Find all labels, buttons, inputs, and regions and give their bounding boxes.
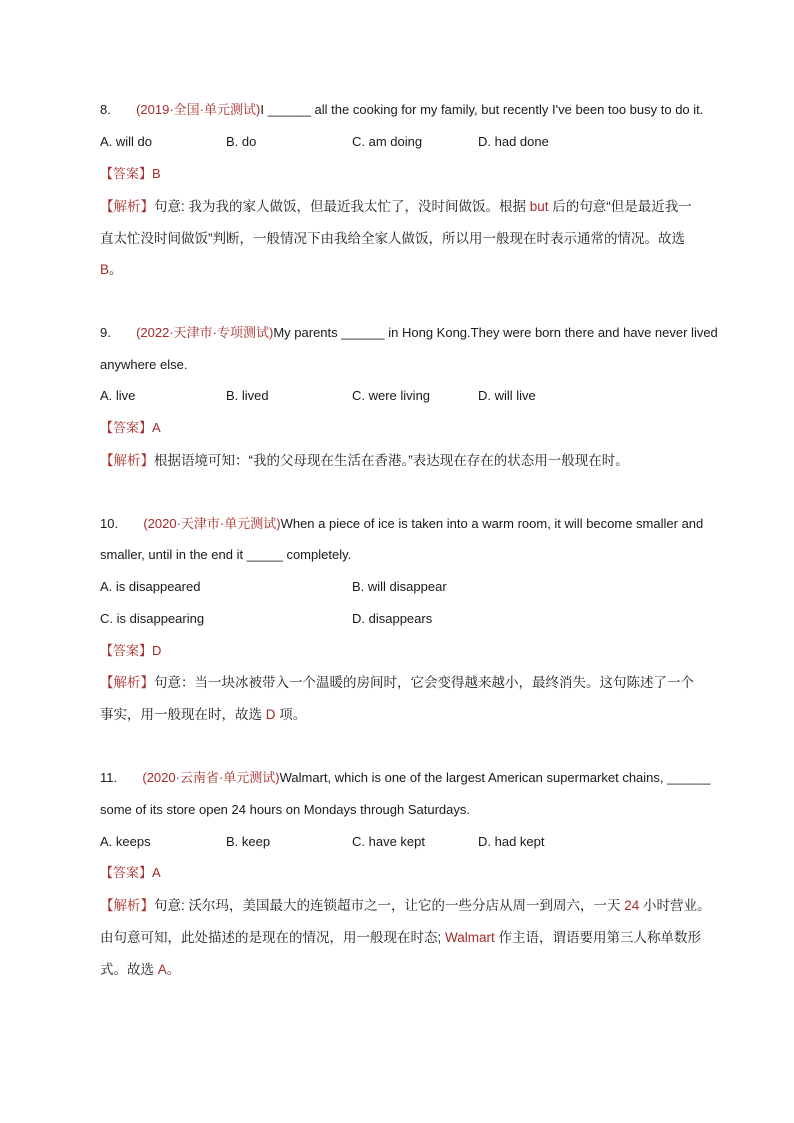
analysis-line <box>100 197 724 217</box>
analysis-text: 后的句意“但是最近我一 <box>548 199 692 214</box>
analysis-highlight: but <box>529 199 549 214</box>
analysis-text: 式。故选 <box>100 962 158 977</box>
analysis-text: 。 <box>166 962 181 977</box>
analysis-text: 。 <box>109 262 123 277</box>
answer-value: A <box>152 420 161 435</box>
answer-label: 【答案】 <box>100 166 153 181</box>
option-d: D. disappears <box>352 611 433 626</box>
question-9-stem <box>100 323 724 343</box>
question-10-stem <box>100 514 724 534</box>
option-c: C. were living <box>352 388 431 403</box>
answer-label: 【答案】 <box>100 643 153 658</box>
analysis-text: 由句意可知，此处描述的是现在的情况，用一般现在时态; <box>100 930 446 945</box>
option-d: D. had kept <box>478 834 545 849</box>
analysis-line <box>100 260 724 280</box>
option-b: B. keep <box>226 834 271 849</box>
analysis-line <box>100 673 724 693</box>
option-b: B. will disappear <box>352 579 447 594</box>
analysis-text: 根据语境可知：“我的父母现在生活在香港。”表达现在存在的状态用一般现在时。 <box>154 453 629 468</box>
analysis-label: 【解析】 <box>100 675 154 690</box>
question-source: (2020·云南省·单元测试) <box>142 770 280 785</box>
analysis-text: 句意: 我为我的家人做饭，但最近我太忙了，没时间做饭。根据 <box>154 199 530 214</box>
option-c: C. have kept <box>352 834 425 849</box>
analysis-text: 作主语，谓语要用第三人称单数形 <box>494 930 702 945</box>
question-source: (2019·全国·单元测试) <box>136 102 261 117</box>
analysis-label: 【解析】 <box>100 453 154 468</box>
question-number: 10. <box>100 516 119 531</box>
question-text: some of its store open 24 hours on Mondays through Saturdays. <box>100 802 470 817</box>
question-source: (2022·天津市·专项测试) <box>136 325 274 340</box>
analysis-highlight: A <box>157 962 167 977</box>
answer-label: 【答案】 <box>100 865 153 880</box>
analysis-label: 【解析】 <box>100 898 154 913</box>
analysis-line <box>100 960 724 980</box>
analysis-highlight: D <box>265 707 276 722</box>
question-text: I ______ all the cooking for my family, but recently I've been too busy to do it. <box>260 102 704 117</box>
analysis-text: 句意: 沃尔玛，美国最大的连锁超市之一，让它的一些分店从周一到周六，一天 <box>154 898 625 913</box>
analysis-highlight: B <box>100 262 110 277</box>
question-text: anywhere else. <box>100 357 188 372</box>
analysis-text: 句意：当一块冰被带入一个温暖的房间时，它会变得越来越小，最终消失。这句陈述了一个 <box>154 675 694 690</box>
option-a: A. keeps <box>100 834 151 849</box>
analysis-line <box>100 705 724 725</box>
analysis-text: 小时营业。 <box>639 898 711 913</box>
answer-label: 【答案】 <box>100 420 153 435</box>
analysis-text: 项。 <box>275 707 307 722</box>
analysis-line <box>100 451 724 471</box>
question-text: Walmart, which is one of the largest American supermarket chains, ______ <box>279 770 711 785</box>
option-b: B. lived <box>226 388 269 403</box>
option-d: D. will live <box>478 388 536 403</box>
analysis-line <box>100 928 724 948</box>
option-c: C. am doing <box>352 134 423 149</box>
question-text: My parents ______ in Hong Kong.They were born there and have never lived <box>273 325 718 340</box>
option-c: C. is disappearing <box>100 611 205 626</box>
answer-line <box>100 641 724 661</box>
question-text: When a piece of ice is taken into a warm room, it will become smaller and <box>280 516 704 531</box>
option-a: A. live <box>100 388 136 403</box>
question-number: 9. <box>100 325 111 340</box>
analysis-highlight: Walmart <box>445 930 495 945</box>
answer-line <box>100 164 724 184</box>
answer-line <box>100 418 724 438</box>
answer-value: D <box>152 643 162 658</box>
question-number: 11. <box>100 770 118 785</box>
analysis-highlight: 24 <box>624 898 640 913</box>
analysis-label: 【解析】 <box>100 199 154 214</box>
option-a: A. is disappeared <box>100 579 201 594</box>
analysis-line: 直太忙没时间做饭”判断，一般情况下由我给全家人做饭，所以用一般现在时表示通常的情况。故选 <box>100 231 685 246</box>
analysis-line <box>100 896 724 916</box>
option-d: D. had done <box>478 134 549 149</box>
answer-value: B <box>152 166 161 181</box>
question-11-stem <box>100 768 724 788</box>
question-source: (2020·天津市·单元测试) <box>143 516 281 531</box>
question-number: 8. <box>100 102 111 117</box>
answer-line <box>100 863 724 883</box>
question-8-stem <box>100 100 724 120</box>
option-a: A. will do <box>100 134 153 149</box>
answer-value: A <box>152 865 161 880</box>
analysis-text: 事实，用一般现在时，故选 <box>100 707 266 722</box>
option-b: B. do <box>226 134 257 149</box>
question-text: smaller, until in the end it _____ completely. <box>100 547 352 562</box>
